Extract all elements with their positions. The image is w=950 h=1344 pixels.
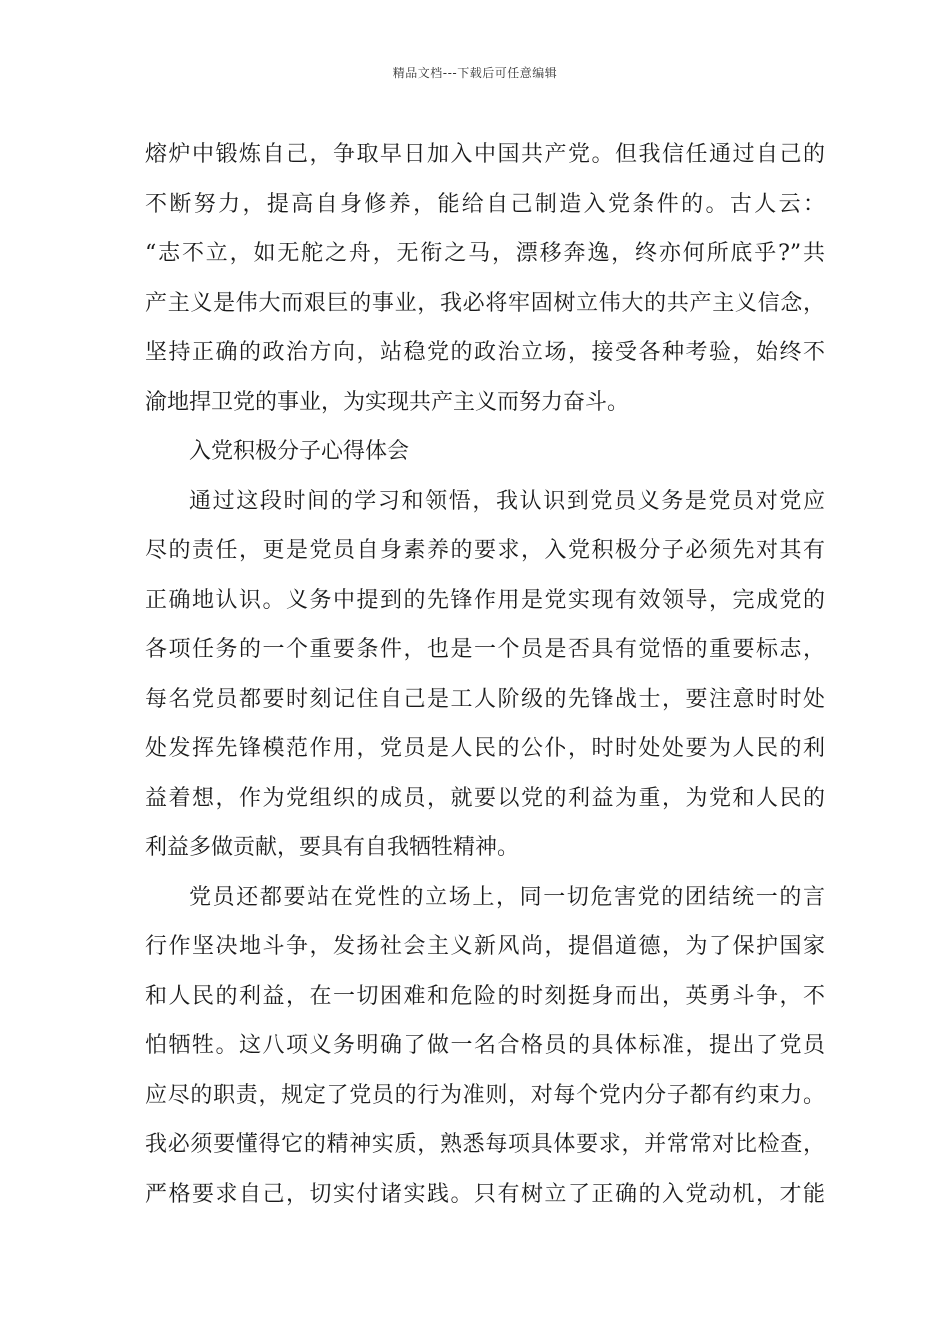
text-line: 怕牺牲。这八项义务明确了做一名合格员的具体标准，提出了党员 (145, 1033, 825, 1058)
text-line: 渝地捍卫党的事业，为实现共产主义而努力奋斗。 (145, 389, 630, 415)
text-line: 产主义是伟大而艰巨的事业，我必将牢固树立伟大的共产主义信念， (145, 290, 825, 316)
text-line: 通过这段时间的学习和领悟，我认识到党员义务是党员对党应 (189, 488, 825, 514)
text-line: 处发挥先锋模范作用，党员是人民的公仆，时时处处要为人民的利 (145, 736, 825, 761)
text-line: 行作坚决地斗争，发扬社会主义新风尚，提倡道德，为了保护国家 (145, 934, 825, 959)
text-line: 每名党员都要时刻记住自己是工人阶级的先锋战士，要注意时时处 (145, 686, 825, 712)
text-line: 益着想，作为党组织的成员，就要以党的利益为重，为党和人民的 (145, 785, 825, 811)
text-line: 和人民的利益，在一切困难和危险的时刻挺身而出，英勇斗争，不 (145, 983, 825, 1009)
text-line: 尽的责任，更是党员自身素养的要求，入党积极分子必须先对其有 (145, 538, 825, 563)
text-line: 坚持正确的政治方向，站稳党的政治立场，接受各种考验，始终不 (145, 340, 825, 365)
body-text (145, 130, 825, 1219)
text-line: 正确地认识。义务中提到的先锋作用是党实现有效领导，完成党的 (145, 587, 825, 613)
text-line: 严格要求自己，切实付诸实践。只有树立了正确的入党动机，才能 (145, 1181, 825, 1207)
text-line: 利益多做贡献，要具有自我牺牲精神。 (145, 835, 520, 860)
text-line: 党员还都要站在党性的立场上，同一切危害党的团结统一的言 (189, 884, 825, 910)
section-heading: 入党积极分子心得体会 (189, 439, 410, 464)
text-line: 应尽的职责，规定了党员的行为准则，对每个党内分子都有约束力。 (145, 1082, 825, 1108)
text-line: “志不立，如无舵之舟，无衔之马，漂移奔逸，终亦何所底乎?”共 (145, 241, 825, 266)
text-line: 熔炉中锻炼自己，争取早日加入中国共产党。但我信任通过自己的 (145, 142, 825, 167)
page-header: 精品文档---下载后可任意编辑 (392, 66, 558, 80)
text-line: 我必须要懂得它的精神实质，熟悉每项具体要求，并常常对比检查， (145, 1132, 825, 1157)
text-line: 不断努力，提高自身修养，能给自己制造入党条件的。古人云： (145, 191, 825, 217)
text-line: 各项任务的一个重要条件，也是一个员是否具有觉悟的重要标志， (145, 637, 825, 662)
